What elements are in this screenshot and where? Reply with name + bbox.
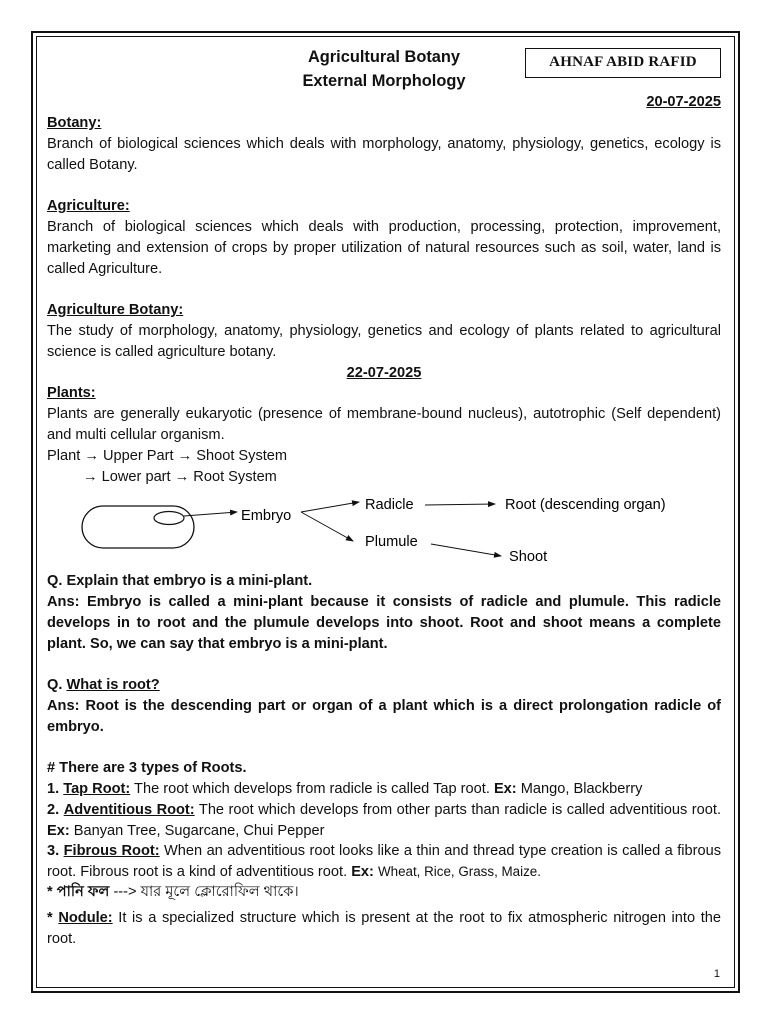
date-2: 22-07-2025 [346, 365, 422, 381]
fibrous-root-ex-label: Ex: [351, 863, 374, 880]
fibrous-root-num: 3. [47, 843, 60, 859]
nodule-text: It is a specialized structure which is present at the root to fix atmospheric nitrogen into the root. [47, 910, 722, 947]
q1-answer: Ans: Embryo is called a mini-plant because it consists of radicle and plumule. This radicle develops in to root and the plumule develops into shoot. Root and shoot means a complete plant. So, we can say that embryo is a mini-plant. [47, 594, 721, 652]
adventitious-root-item [47, 800, 721, 842]
fibrous-root-text: When an adventitious root looks like a thin and thread type creation is called a fibrous root. Fibrous root is a kind of adventitious root. [47, 843, 721, 880]
embryo-diagram-svg [47, 486, 721, 576]
tap-root-ex: Mango, Blackberry [520, 781, 643, 797]
date-1: 20-07-2025 [646, 94, 721, 110]
tap-root-num: 1. [47, 781, 60, 797]
bangla-star: * [47, 884, 53, 900]
nodule-name: Nodule: [58, 910, 113, 926]
botany-text: Branch of biological sciences which deals with morphology, anatomy, physiology, genetics, ecology is called Botany. [47, 136, 721, 173]
embryo-diagram [47, 486, 721, 576]
radicle-label: Radicle [365, 497, 414, 513]
root-types-intro: # There are 3 types of Roots. [47, 760, 247, 776]
shoot-label: Shoot [509, 549, 548, 565]
tap-root-ex-label: Ex: [493, 781, 517, 797]
tap-root-text: The root which develops from radicle is called Tap root. [134, 781, 490, 797]
plants-heading: Plants: [47, 385, 96, 401]
bangla-text: ---> যার মূলে ক্লোরোফিল থাকে। [113, 884, 299, 900]
botany-heading: Botany: [47, 115, 102, 131]
bangla-bold: পানি ফল [56, 884, 110, 900]
q2-question [47, 675, 160, 696]
page-number: 1 [713, 968, 720, 980]
agri-botany-text: The study of morphology, anatomy, physiology, genetics and ecology of plants related to agricultural science is called agriculture botany. [47, 323, 721, 360]
fibrous-root-name: Fibrous Root: [63, 843, 160, 859]
tap-root-name: Tap Root: [63, 781, 131, 797]
adventitious-root-num: 2. [47, 802, 60, 818]
q2-question-text: What is root? [66, 677, 160, 693]
author-box: AHNAF ABID RAFID [525, 48, 721, 78]
agriculture-text: Branch of biological sciences which deals with production, processing, protection, improvement, marketing and extension of crops by proper utilization of natural resources such as soil, water, land is called Agriculture. [47, 219, 721, 277]
adventitious-root-text: The root which develops from other parts than radicle is called adventitious root. [198, 802, 721, 818]
plumule-label: Plumule [365, 534, 418, 550]
adventitious-root-ex-label: Ex: [47, 822, 70, 839]
fibrous-root-item [47, 841, 721, 883]
doc-title: Agricultural Botany [307, 48, 461, 66]
nodule-item [47, 908, 721, 950]
embryo-label: Embryo [241, 508, 292, 524]
agriculture-heading: Agriculture: [47, 198, 130, 214]
embryo-shape [154, 512, 184, 525]
bangla-note [47, 882, 299, 903]
plant-upper-line: Plant → Upper Part → Shoot System [47, 448, 288, 464]
q2-answer: Ans: Root is the descending part or organ of a plant which is a direct prolongation radicle of embryo. [47, 698, 721, 735]
q1-question: Q. Explain that embryo is a mini-plant. [47, 573, 313, 589]
fibrous-root-ex: Wheat, Rice, Grass, Maize. [377, 863, 541, 879]
adventitious-root-name: Adventitious Root: [63, 802, 195, 818]
plant-lower-line: → Lower part → Root System [83, 469, 277, 485]
agri-botany-heading: Agriculture Botany: [47, 302, 184, 318]
adventitious-root-ex: Banyan Tree, Sugarcane, Chui Pepper [73, 822, 325, 839]
tap-root-item [47, 779, 721, 800]
q2-prefix: Q. [47, 677, 63, 693]
nodule-star: * [47, 910, 53, 926]
plants-text: Plants are generally eukaryotic (presence of membrane-bound nucleus), autotrophic (Self dependent) and multi cellular organism. [47, 406, 721, 443]
root-label: Root (descending organ) [505, 497, 666, 513]
doc-subtitle: External Morphology [302, 72, 466, 90]
